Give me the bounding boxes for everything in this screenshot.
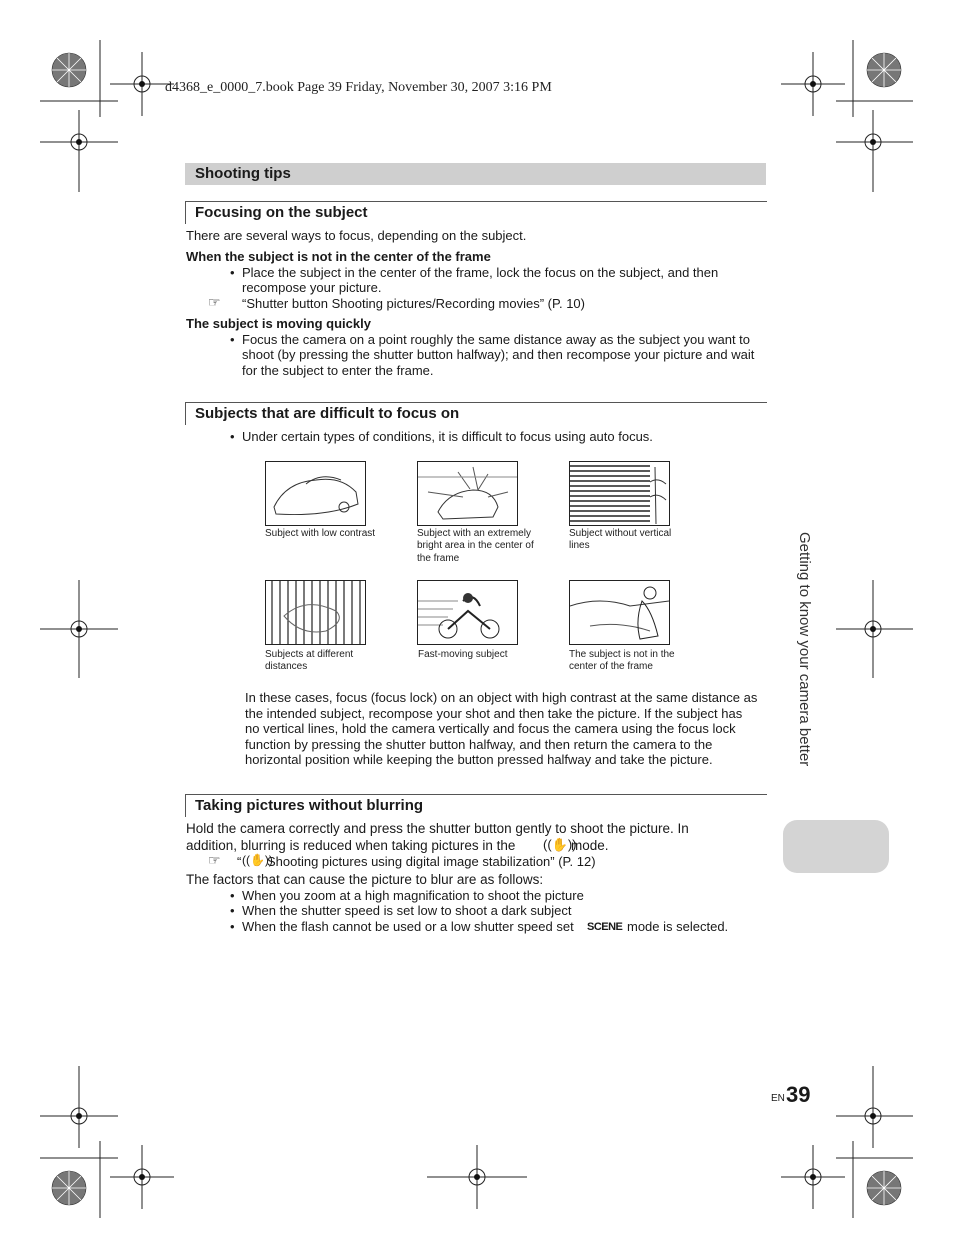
stabilization-hand-icon: ((✋)) bbox=[242, 853, 273, 867]
scene-mode-label: SCENE bbox=[587, 921, 623, 933]
chapter-tab-marker bbox=[783, 820, 889, 873]
blur-factor-1: When you zoom at a high magnification to shoot the picture bbox=[242, 888, 584, 903]
low-contrast-car-illustration bbox=[265, 461, 366, 526]
motorcycle-illustration bbox=[417, 580, 518, 645]
blur-factor-2: When the shutter speed is set low to shoot a dark subject bbox=[242, 903, 572, 918]
caption-off-center-line2: center of the frame bbox=[569, 661, 653, 672]
different-distances-illustration bbox=[265, 580, 366, 645]
bullet-dot: • bbox=[230, 429, 235, 444]
blurring-line1: Hold the camera correctly and press the shutter button gently to shoot the picture. In bbox=[186, 821, 689, 836]
caption-no-vertical-line1: Subject without vertical bbox=[569, 528, 672, 539]
case1-bullet-line1: Place the subject in the center of the frame, lock the focus on the subject, and then bbox=[242, 265, 719, 280]
difficult-para-line4: function by pressing the shutter button halfway, and then return the camera to the bbox=[245, 737, 713, 752]
caption-off-center-line1: The subject is not in the bbox=[569, 649, 675, 660]
difficult-para-line2: the intended subject, recompose your shot and then take the picture. If the subject has bbox=[245, 706, 743, 721]
bullet-dot: • bbox=[230, 919, 235, 934]
shooting-tips-heading: Shooting tips bbox=[185, 163, 766, 185]
caption-no-vertical-line2: lines bbox=[569, 540, 590, 551]
blurring-heading: Taking pictures without blurring bbox=[185, 794, 767, 817]
blurring-line2b: mode. bbox=[571, 838, 609, 853]
blurring-line2a: addition, blurring is reduced when taking pictures in the bbox=[186, 838, 516, 853]
bright-center-car-illustration bbox=[417, 461, 518, 526]
caption-low-contrast: Subject with low contrast bbox=[265, 528, 376, 539]
difficult-heading: Subjects that are difficult to focus on bbox=[185, 402, 767, 425]
difficult-para-line1: In these cases, focus (focus lock) on an object with high contrast at the same distance as bbox=[245, 690, 758, 705]
case2-title: The subject is moving quickly bbox=[186, 316, 371, 331]
blurring-factors: The factors that can cause the picture to blur are as follows: bbox=[186, 872, 544, 887]
stabilization-hand-icon: ((✋)) bbox=[543, 837, 577, 852]
caption-bright-line2: bright area in the center of bbox=[417, 540, 534, 551]
case2-line3: for the subject to enter the frame. bbox=[242, 363, 434, 378]
book-header: d4368_e_0000_7.book Page 39 Friday, November 30, 2007 3:16 PM bbox=[165, 80, 552, 95]
off-center-subject-illustration bbox=[569, 580, 670, 645]
caption-bright-line3: the frame bbox=[417, 553, 460, 564]
case1-reference: “Shutter button Shooting pictures/Recording movies” (P. 10) bbox=[242, 296, 585, 311]
language-code: EN bbox=[771, 1093, 785, 1104]
blur-factor-3a: When the flash cannot be used or a low shutter speed set bbox=[242, 919, 574, 934]
focusing-heading: Focusing on the subject bbox=[185, 201, 767, 224]
case2-line1: Focus the camera on a point roughly the same distance away as the subject you want to bbox=[242, 332, 751, 347]
caption-distances-line2: distances bbox=[265, 661, 308, 672]
difficult-para-line3: no vertical lines, hold the camera vertically and focus the camera using the focus lock bbox=[245, 721, 736, 736]
case1-title: When the subject is not in the center of the frame bbox=[186, 249, 491, 264]
bullet-dot: • bbox=[230, 332, 235, 347]
case1-bullet-line2: recompose your picture. bbox=[242, 280, 382, 295]
page-number: 39 bbox=[786, 1082, 811, 1107]
caption-bright-line1: Subject with an extremely bbox=[417, 528, 531, 539]
horizontal-lines-illustration bbox=[569, 461, 670, 526]
caption-distances-line1: Subjects at different bbox=[265, 649, 354, 660]
difficult-para-line5: horizontal position while keeping the button pressed halfway and take the picture. bbox=[245, 752, 713, 767]
reference-hand-icon: ☞ bbox=[208, 294, 221, 310]
bullet-dot: • bbox=[230, 888, 235, 903]
case2-line2: shoot (by pressing the shutter button halfway); and then recompose your picture and wait bbox=[242, 347, 755, 362]
bullet-dot: • bbox=[230, 903, 235, 918]
blurring-ref-quote: “ bbox=[237, 854, 242, 869]
focusing-intro: There are several ways to focus, depending on the subject. bbox=[186, 228, 527, 243]
chapter-side-label: Getting to know your camera better bbox=[796, 532, 813, 767]
caption-fast-moving: Fast-moving subject bbox=[418, 649, 508, 660]
blurring-reference: Shooting pictures using digital image stabilization” (P. 12) bbox=[267, 854, 596, 869]
difficult-bullet: Under certain types of conditions, it is difficult to focus using auto focus. bbox=[242, 429, 653, 444]
reference-hand-icon: ☞ bbox=[208, 852, 221, 868]
blur-factor-3b: mode is selected. bbox=[627, 919, 729, 934]
bullet-dot: • bbox=[230, 265, 235, 280]
